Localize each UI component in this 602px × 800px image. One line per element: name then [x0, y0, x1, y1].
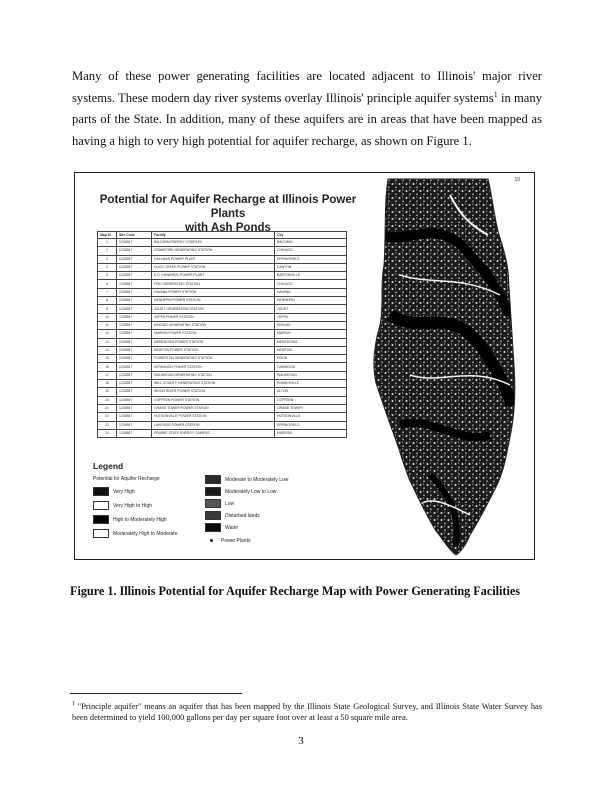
plant-city-cell: ROMEOVILLE — [275, 380, 347, 388]
plant-code-cell: 1234567 — [117, 429, 152, 437]
plant-city-cell: HUTSONVILLE — [275, 413, 347, 421]
table-row — [98, 263, 347, 271]
plant-id-cell: 20 — [98, 396, 117, 404]
plant-facility-cell: HENNEPIN POWER STATION — [152, 297, 275, 305]
table-row — [98, 421, 347, 429]
plant-id-cell: 9 — [98, 305, 117, 313]
plant-id-cell: 5 — [98, 272, 117, 280]
plant-facility-cell: HAVANA POWER STATION — [152, 288, 275, 296]
table-row — [98, 313, 347, 321]
table-row — [98, 305, 347, 313]
plant-facility-cell: PRAIRIE STATE ENERGY CAMPUS — [152, 429, 275, 437]
plant-city-cell: CHICAGO — [275, 247, 347, 255]
body-paragraph: Many of these power generating facilities are located adjacent to Illinois' major river systems. These modern day river systems overlay Illinois' principle aquifer systems$^1$ in many parts of the State. In addition, many of these aquifers are in areas that have been mapped as having a high to very high potential for aquifer recharge, as shown on Figure 1. — [72, 69, 542, 148]
plant-facility-cell: JOPPA POWER STATION — [152, 313, 275, 321]
plant-id-cell: 17 — [98, 371, 117, 379]
legend-swatch — [205, 499, 221, 508]
plant-code-cell: 1234567 — [117, 288, 152, 296]
table-row — [98, 272, 347, 280]
legend-item — [93, 529, 177, 538]
plant-id-cell: 4 — [98, 263, 117, 271]
plant-city-cell: KINCAID — [275, 321, 347, 329]
plant-id-cell: 12 — [98, 330, 117, 338]
legend-item — [205, 499, 234, 508]
legend-swatch — [93, 487, 109, 496]
plant-city-cell: SPRINGFIELD — [275, 255, 347, 263]
plant-city-cell: ALTON — [275, 388, 347, 396]
table-row — [98, 280, 347, 288]
footnote-reference: 1 — [493, 89, 498, 99]
plant-id-cell: 13 — [98, 338, 117, 346]
plant-code-cell: 1234567 — [117, 396, 152, 404]
plant-code-cell: 1234567 — [117, 371, 152, 379]
table-row — [98, 396, 347, 404]
plant-city-cell: BARTONVILLE — [275, 272, 347, 280]
figure-caption: Figure 1. Illinois Potential for Aquifer Recharge Map with Power Generating Facilities — [70, 584, 520, 598]
plant-code-cell: 1234567 — [117, 413, 152, 421]
plant-city-cell: GRAND TOWER — [275, 404, 347, 412]
legend-label: Moderately High to Moderate — [113, 530, 178, 537]
table-row — [98, 321, 347, 329]
plant-facility-cell: NEWTON POWER STATION — [152, 346, 275, 354]
plant-facility-cell: POWERTON GENERATING STATION — [152, 355, 275, 363]
plant-facility-cell: WILL COUNTY GENERATING STATION — [152, 380, 275, 388]
plant-id-cell: 21 — [98, 404, 117, 412]
plant-code-cell: 1234567 — [117, 388, 152, 396]
plant-id-cell: 3 — [98, 255, 117, 263]
plant-id-cell: 8 — [98, 297, 117, 305]
legend-label: Water — [225, 524, 239, 531]
plant-id-cell: 11 — [98, 321, 117, 329]
figure-1 — [74, 172, 535, 560]
legend-swatch — [93, 515, 109, 524]
plant-city-cell: PEKIN — [275, 355, 347, 363]
plant-facility-cell: HUTSONVILLE POWER STATION — [152, 413, 275, 421]
plant-code-cell: 1234567 — [117, 313, 152, 321]
plant-facility-cell: MEREDOSIA POWER STATION — [152, 338, 275, 346]
plant-id-cell: 15 — [98, 355, 117, 363]
plant-code-cell: 1234567 — [117, 380, 152, 388]
legend-swatch — [205, 523, 221, 532]
table-row — [98, 429, 347, 437]
plant-code-cell: 1234567 — [117, 263, 152, 271]
plant-code-cell: 1234567 — [117, 255, 152, 263]
plant-id-cell: 24 — [98, 429, 117, 437]
plant-id-cell: 1 — [98, 239, 117, 247]
plant-code-cell: 1234567 — [117, 280, 152, 288]
legend-label: Power Plants — [221, 538, 251, 544]
legend-title: Legend — [93, 461, 124, 471]
table-row — [98, 247, 347, 255]
plant-code-cell: 1234567 — [117, 330, 152, 338]
plant-facility-cell: CRAWFORD GENERATING STATION — [152, 247, 275, 255]
footnote: $^1$ "Principle aquifer" means an aquifer that has been mapped by the Illinois State Geological Survey, and Illinois State Water Survey has been determined to yield 100,000 gallons per day per square foot over at least a 50 square mile area. — [72, 701, 542, 722]
plant-code-cell: 1234567 — [117, 297, 152, 305]
plant-id-cell: 6 — [98, 280, 117, 288]
table-header-cell: Map ID — [98, 232, 117, 239]
table-row — [98, 255, 347, 263]
plant-city-cell: JOPPA — [275, 313, 347, 321]
plant-city-cell: MEREDOSIA — [275, 338, 347, 346]
illinois-recharge-map — [370, 175, 530, 557]
plant-city-cell: SPRINGFIELD — [275, 421, 347, 429]
plant-id-cell: 19 — [98, 388, 117, 396]
plant-code-cell: 1234567 — [117, 321, 152, 329]
legend-label: Low — [225, 500, 235, 507]
plant-id-cell: 18 — [98, 380, 117, 388]
legend-item — [205, 523, 238, 532]
plant-facility-cell: KINCAID GENERATING STATION — [152, 321, 275, 329]
figure-title: Potential for Aquifer Recharge at Illinois Power Plants with Ash Ponds — [99, 194, 357, 234]
plant-city-cell: COFFEEN — [275, 396, 347, 404]
table-header-cell: City — [275, 232, 347, 239]
plant-city-cell: CANTON — [275, 263, 347, 271]
plant-city-cell: HENNEPIN — [275, 297, 347, 305]
plant-city-cell: MARION — [275, 330, 347, 338]
plant-id-cell: 23 — [98, 421, 117, 429]
legend-item — [93, 501, 152, 510]
plant-code-cell: 1234567 — [117, 272, 152, 280]
plant-city-cell: OAKWOOD — [275, 363, 347, 371]
legend-swatch — [205, 511, 221, 520]
table-row — [98, 346, 347, 354]
plant-id-cell: 2 — [98, 247, 117, 255]
plant-code-cell: 1234567 — [117, 355, 152, 363]
plant-facility-cell: LAKESIDE POWER STATION — [152, 421, 275, 429]
page-number: 3 — [298, 735, 304, 747]
legend-subtitle: Potential for Aquifer Recharge — [93, 476, 160, 482]
plant-facility-cell: VERMILION POWER STATION — [152, 363, 275, 371]
plant-code-cell: 1234567 — [117, 404, 152, 412]
plant-city-cell: NEWTON — [275, 346, 347, 354]
plant-facility-cell: DALLMAN POWER PLANT — [152, 255, 275, 263]
plant-code-cell: 1234567 — [117, 363, 152, 371]
legend-swatch — [205, 487, 221, 496]
figure-corner-mark: 19 — [514, 177, 520, 183]
legend-label: Moderately Low to Low — [225, 488, 277, 495]
footnote-rule — [70, 693, 242, 694]
legend-swatch — [205, 475, 221, 484]
legend-item — [205, 487, 276, 496]
legend-item — [93, 515, 167, 524]
plant-code-cell: 1234567 — [117, 421, 152, 429]
plant-facility-cell: JOLIET GENERATING STATION — [152, 305, 275, 313]
footnote-marker: 1 — [72, 701, 75, 708]
table-row — [98, 363, 347, 371]
plant-city-cell: CHICAGO — [275, 280, 347, 288]
table-header-cell: Site Code — [117, 232, 152, 239]
plant-code-cell: 1234567 — [117, 247, 152, 255]
plant-city-cell: BALDWIN — [275, 239, 347, 247]
legend-label: Very High — [113, 488, 135, 495]
plant-code-cell: 1234567 — [117, 239, 152, 247]
plant-facility-cell: WOOD RIVER POWER STATION — [152, 388, 275, 396]
table-row — [98, 404, 347, 412]
legend-item — [205, 475, 288, 484]
table-row — [98, 371, 347, 379]
legend-item — [205, 511, 260, 520]
legend-item-power-plants — [205, 537, 250, 546]
table-row — [98, 338, 347, 346]
plant-id-cell: 14 — [98, 346, 117, 354]
plant-facility-cell: BALDWIN ENERGY COMPLEX — [152, 239, 275, 247]
table-row — [98, 380, 347, 388]
map-legend — [93, 461, 363, 551]
power-plant-dot-icon — [210, 539, 213, 542]
legend-label: Disturbed lands — [225, 512, 260, 519]
power-plant-table — [97, 231, 347, 438]
legend-swatch — [93, 529, 109, 538]
table-header-row — [98, 232, 347, 239]
plant-id-cell: 16 — [98, 363, 117, 371]
plant-city-cell: JOLIET — [275, 305, 347, 313]
plant-facility-cell: DUCK CREEK POWER STATION — [152, 263, 275, 271]
legend-item — [93, 487, 135, 496]
plant-facility-cell: WAUKEGAN GENERATING STATION — [152, 371, 275, 379]
table-row — [98, 297, 347, 305]
plant-id-cell: 10 — [98, 313, 117, 321]
plant-facility-cell: FISK GENERATING STATION — [152, 280, 275, 288]
plant-facility-cell: COFFEEN POWER STATION — [152, 396, 275, 404]
plant-facility-cell: MARION POWER STATION — [152, 330, 275, 338]
plant-city-cell: HAVANA — [275, 288, 347, 296]
table-row — [98, 330, 347, 338]
table-row — [98, 288, 347, 296]
plant-facility-cell: E.D. EDWARDS POWER PLANT — [152, 272, 275, 280]
plant-city-cell: WAUKEGAN — [275, 371, 347, 379]
plant-id-cell: 7 — [98, 288, 117, 296]
table-row — [98, 355, 347, 363]
plant-id-cell: 22 — [98, 413, 117, 421]
legend-label: Moderate to Moderately Low — [225, 476, 289, 483]
plant-city-cell: MARISSA — [275, 429, 347, 437]
plant-code-cell: 1234567 — [117, 338, 152, 346]
table-header-cell: Facility — [152, 232, 275, 239]
plant-code-cell: 1234567 — [117, 305, 152, 313]
table-row — [98, 239, 347, 247]
table-row — [98, 388, 347, 396]
plant-facility-cell: GRAND TOWER POWER STATION — [152, 404, 275, 412]
legend-swatch — [93, 501, 109, 510]
legend-label: Very High to High — [113, 502, 152, 509]
table-row — [98, 413, 347, 421]
legend-label: High to Moderately High — [113, 516, 167, 523]
plant-code-cell: 1234567 — [117, 346, 152, 354]
